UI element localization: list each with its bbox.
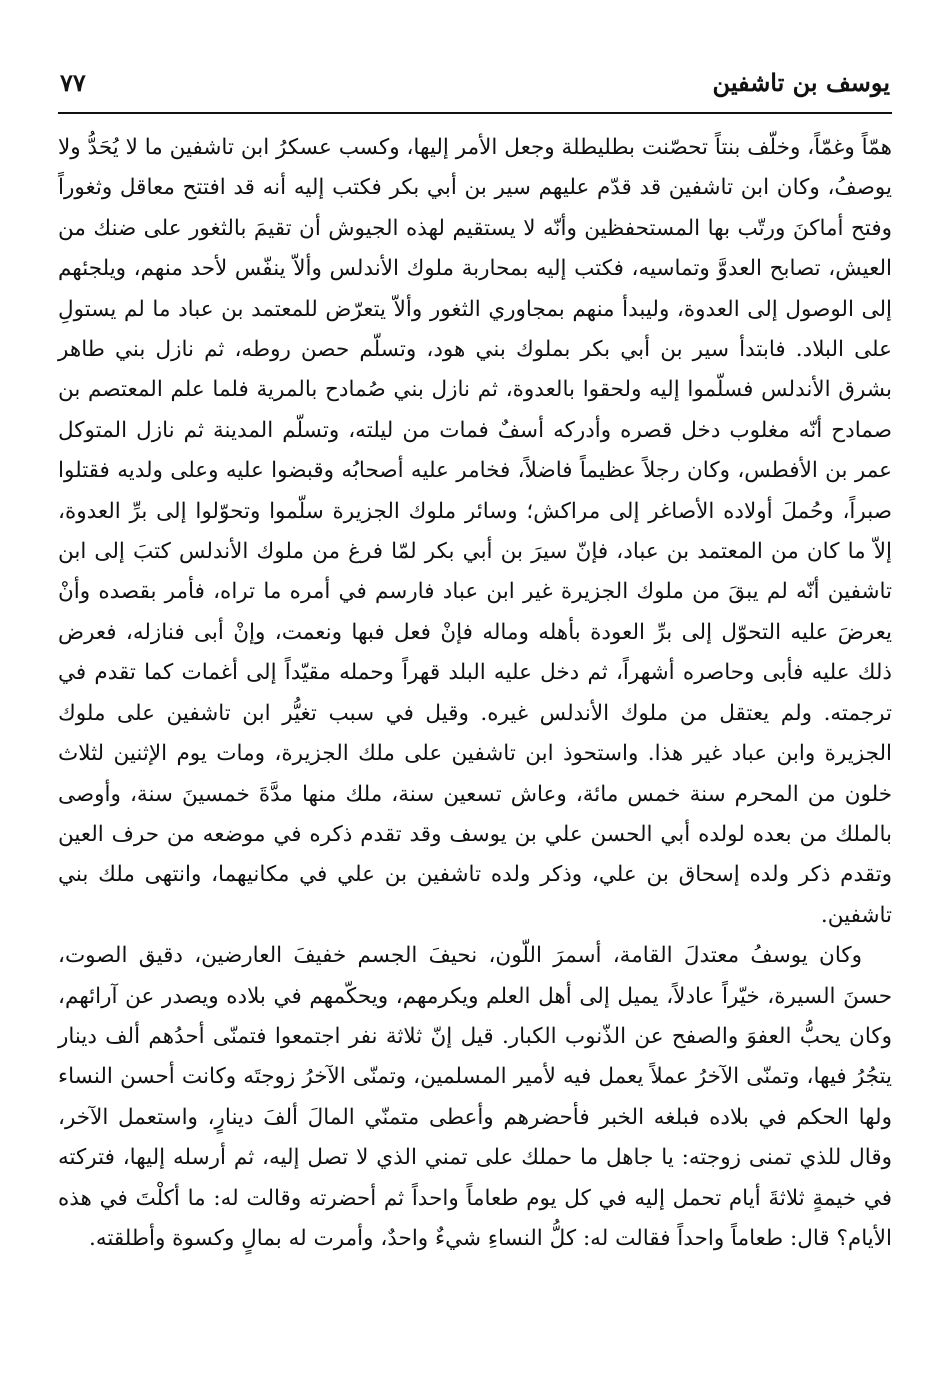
header-rule <box>58 112 892 114</box>
running-title: يوسف بن تاشفين <box>712 68 890 97</box>
page-number: ٧٧ <box>60 68 86 97</box>
page-header <box>60 68 890 102</box>
paragraph: همّاً وغمّاً، وخلّف بنتاً تحصّنت بطليطلة وجعل الأمر إليها، وكسب عسكرُ ابن تاشفين ما لا يُحَدُّ ولا يوصفُ، وكان ابن تاشفين قد قدّم عليهم سير بن أبي بكر فكتب إليه أنه قد افتتح معاقل وثغوراً وفتح أماكنَ ورتّب بها المستحفظين وأنّه لا يستقيم لهذه الجيوش أن تقيمَ بالثغور على ضنك من العيش، تصابح العدوَّ وتماسيه، فكتب إليه بمحاربة ملوك الأندلس وألاّ ينفّس لأحد منهم، ويلجئهم إلى الوصول إلى العدوة، وليبدأ منهم بمجاوري الثغور وألاّ يتعرّض للمعتمد بن عباد ما لم يستولِ على البلاد. فابتدأ سير بن أبي بكر بملوك بني هود، وتسلّم حصن روطه، ثم نازل بني طاهر بشرق الأندلس فسلّموا إليه ولحقوا بالعدوة، ثم نازل بني صُمادح بالمرية فلما علم المعتصم بن صمادح أنّه مغلوب دخل قصره وأدركه أسفٌ فمات من ليلته، وتسلّم المدينة ثم نازل المتوكل عمر بن الأفطس، وكان رجلاً عظيماً فاضلاً، فخامر عليه أصحابُه وقبضوا عليه وعلى ولديه فقتلوا صبراً، وحُملَ أولاده الأصاغر إلى مراكش؛ وسائر ملوك الجزيرة سلّموا وتحوّلوا إلى برِّ العدوة، إلاّ ما كان من المعتمد بن عباد، فإنّ سيرَ بن أبي بكر لمّا فرغ من ملوك الأندلس كتبَ إلى ابن تاشفين أنّه لم يبقَ من ملوك الجزيرة غير ابن عباد فارسم في أمره ما تراه، فأمر بقصده وأنْ يعرضَ عليه التحوّل إلى برِّ العودة بأهله وماله فإنْ فعل فبها ونعمت، وإنْ أبى فنازله، فعرض ذلك عليه فأبى وحاصره أشهراً، ثم دخل عليه البلد قهراً وحمله مقيّداً إلى أغمات كما تقدم في ترجمته. ولم يعتقل من ملوك الأندلس غيره. وقيل في سبب تغيُّر ابن تاشفين على ملوك الجزيرة وابن عباد غير هذا. واستحوذ ابن تاشفين على ملك الجزيرة، ومات يوم الإثنين لثلاث خلون من المحرم سنة خمس مائة، وعاش تسعين سنة، ملك منها مدَّةَ خمسينَ سنة، وأوصى بالملك من بعده لولده أبي الحسن علي بن يوسف وقد تقدم ذكره في موضعه من حرف العين وتقدم ذكر ولده إسحاق بن علي، وذكر ولده تاشفين بن علي في مكانيهما، وانتهى ملك بني تاشفين. <box>58 135 892 928</box>
paragraph: وكان يوسفُ معتدلَ القامة، أسمرَ اللّون، نحيفَ الجسم خفيفَ العارضين، دقيق الصوت، حسنَ السيرة، خيّراً عادلاً، يميل إلى أهل العلم ويكرمهم، ويحكّمهم في بلاده ويصدر عن آرائهم، وكان يحبُّ العفوَ والصفح عن الذّنوب الكبار. قيل إنّ ثلاثة نفر اجتمعوا فتمنّى أحدُهم ألف دينار يتجُرُ فيها، وتمنّى الآخرُ عملاً يعمل فيه لأمير المسلمين، وتمنّى الآخرُ زوجتَه وكانت أحسن النساء ولها الحكم في بلاده فبلغه الخبر فأحضرهم وأعطى متمنّي المالَ ألفَ دينارٍ، واستعمل الآخر، وقال للذي تمنى زوجته: يا جاهل ما حملك على تمني الذي لا تصل إليه، ثم أرسله إليها، فتركته في خيمةٍ ثلاثةَ أيام تحمل إليه في كل يوم طعاماً واحداً ثم أحضرته وقالت له: ما أكلْتَ في هذه الأيام؟ قال: طعاماً واحداً فقالت له: كلُّ النساءِ شيءٌ واحدٌ، وأمرت له بمالٍ وكسوة وأطلقته. <box>58 943 892 1251</box>
body-text <box>58 128 892 1259</box>
